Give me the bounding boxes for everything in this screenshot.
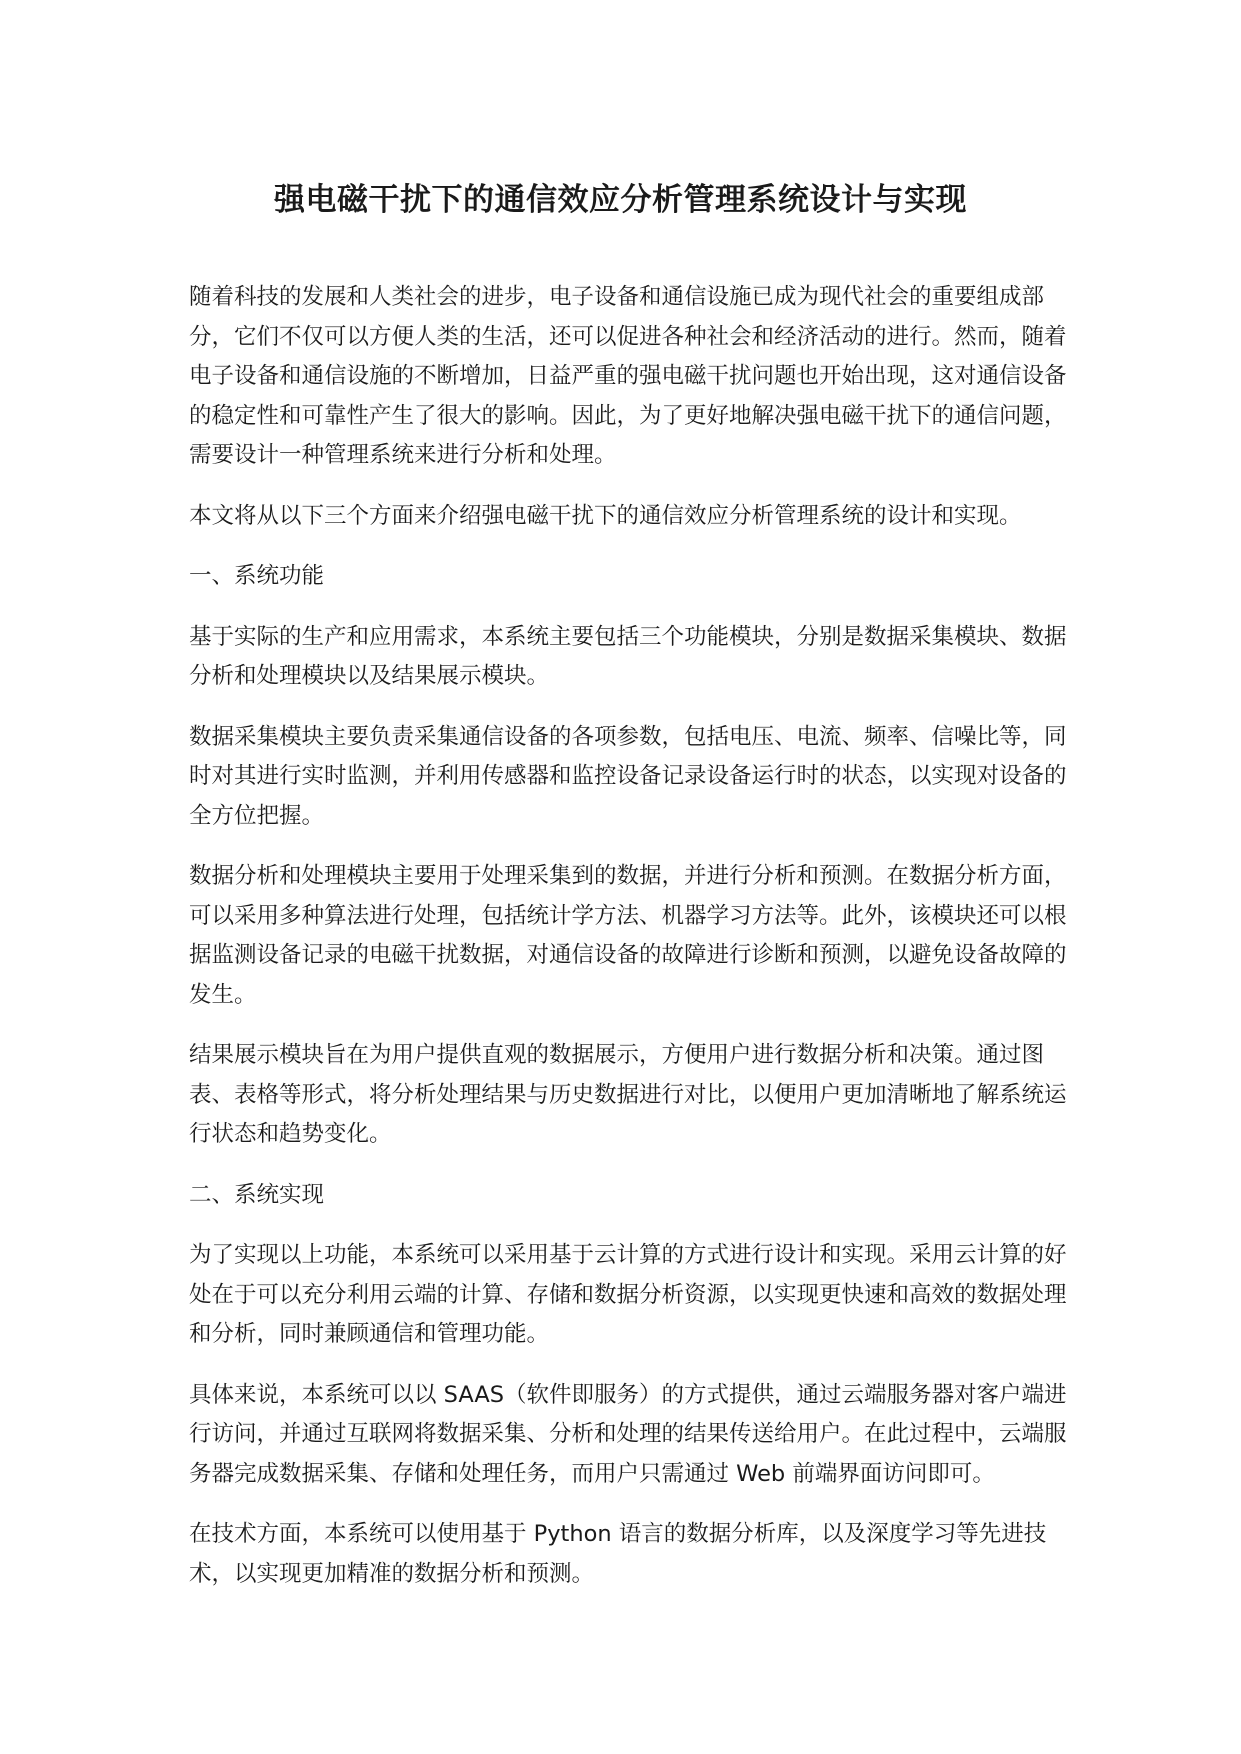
paragraph-data-collection: 数据采集模块主要负责采集通信设备的各项参数，包括电压、电流、频率、信噪比等，同时对其进行实时监测，并利用传感器和监控设备记录设备运行时的状态，以实现对设备的全方位把握。 [189, 723, 1067, 829]
document-title: 强电磁干扰下的通信效应分析管理系统设计与实现 [274, 182, 967, 218]
paragraph-data-analysis: 数据分析和处理模块主要用于处理采集到的数据，并进行分析和预测。在数据分析方面，可以采用多种算法进行处理，包括统计学方法、机器学习方法等。此外，该模块还可以根据监测设备记录的电磁干扰数据，对通信设备的故障进行诊断和预测，以避免设备故障的发生。 [189, 863, 1067, 1008]
paragraph-modules: 基于实际的生产和应用需求，本系统主要包括三个功能模块，分别是数据采集模块、数据分析和处理模块以及结果展示模块。 [189, 623, 1067, 689]
paragraph-saas: 具体来说，本系统可以以 SAAS（软件即服务）的方式提供，通过云端服务器对客户端进行访问，并通过互联网将数据采集、分析和处理的结果传送给用户。在此过程中，云端服务器完成数据采集、存储和处理任务，而用户只需通过 Web 前端界面访问即可。 [189, 1381, 1067, 1487]
document-body [189, 278, 1069, 1615]
paragraph-overview: 本文将从以下三个方面来介绍强电磁干扰下的通信效应分析管理系统的设计和实现。 [189, 502, 1022, 529]
paragraph-cloud: 为了实现以上功能，本系统可以采用基于云计算的方式进行设计和实现。采用云计算的好处在于可以充分利用云端的计算、存储和数据分析资源，以实现更快速和高效的数据处理和分析，同时兼顾通信和管理功能。 [189, 1242, 1067, 1347]
paragraph-result-display: 结果展示模块旨在为用户提供直观的数据展示，方便用户进行数据分析和决策。通过图表、表格等形式，将分析处理结果与历史数据进行对比，以便用户更加清晰地了解系统运行状态和趋势变化。 [189, 1042, 1067, 1147]
section-heading-functions: 一、系统功能 [189, 563, 325, 589]
paragraph-intro: 随着科技的发展和人类社会的进步，电子设备和通信设施已成为现代社会的重要组成部分，它们不仅可以方便人类的生活，还可以促进各种社会和经济活动的进行。然而，随着电子设备和通信设施的不断增加，日益严重的强电磁干扰问题也开始出现，这对通信设备的稳定性和可靠性产生了很大的影响。因此，为了更好地解决强电磁干扰下的通信问题，需要设计一种管理系统来进行分析和处理。 [189, 284, 1067, 468]
section-heading-implementation: 二、系统实现 [189, 1181, 325, 1208]
paragraph-technology: 在技术方面，本系统可以使用基于 Python 语言的数据分析库，以及深度学习等先进技术，以实现更加精准的数据分析和预测。 [189, 1521, 1047, 1587]
